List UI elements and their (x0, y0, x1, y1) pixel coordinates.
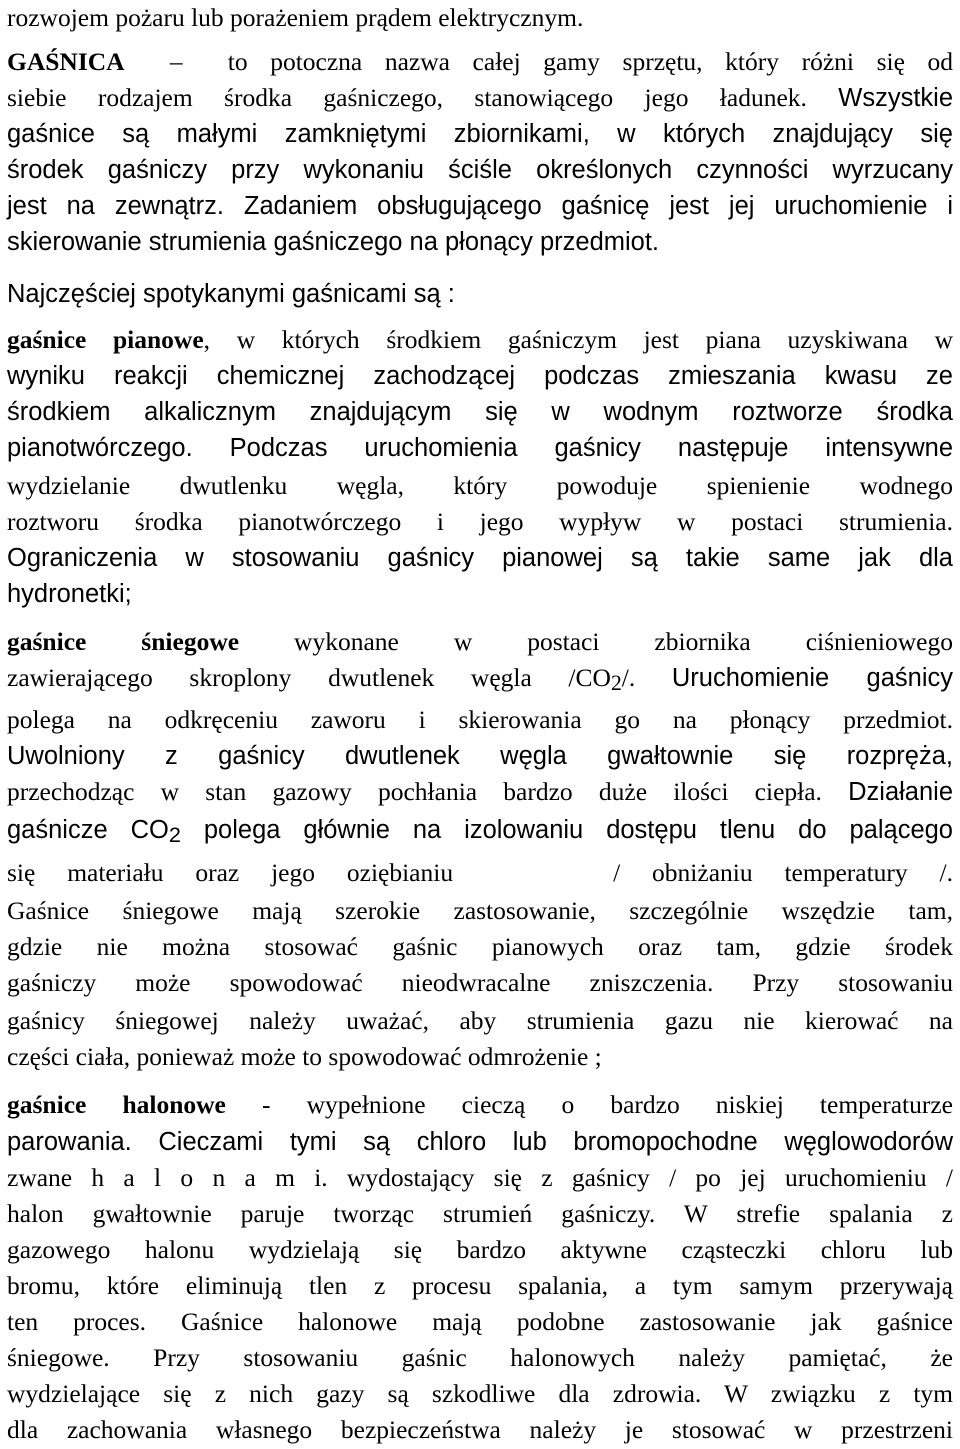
text-span: Wszystkie (838, 84, 954, 112)
text-line (7, 116, 953, 152)
text-line (7, 702, 953, 738)
text-span: halon gwałtownie paruje tworząc strumień gaśniczy. W strefie spalania z (7, 1199, 953, 1228)
text-span: hydronetki; (7, 580, 132, 608)
text-line (7, 1160, 953, 1196)
text-line (7, 1304, 953, 1340)
text-span: parowania. Cieczami tymi są chloro lub bromopochodne węglowodorów (7, 1128, 953, 1156)
text-line (7, 188, 953, 224)
text-span: wydzielające się z nich gazy są szkodliwe dla zdrowia. W związku z tym (7, 1379, 953, 1408)
text-span: części ciała, ponieważ może to spowodować odmrożenie ; (7, 1042, 602, 1071)
text-line (7, 1003, 953, 1039)
text-span: polega na odkręceniu zaworu i skierowania go na płonący przedmiot. (7, 705, 953, 734)
text-line (7, 44, 953, 80)
text-line (7, 812, 953, 848)
text-span: gdzie nie można stosować gaśnic pianowych oraz tam, gdzie środek (7, 932, 953, 961)
text-span: środkiem alkalicznym znajdującym się w wodnym roztworze środka (7, 398, 953, 426)
text-span: jest na zewnątrz. Zadaniem obsługującego gaśnicę jest jej uruchomienie i (7, 192, 953, 220)
text-span: się materiału oraz jego oziębianiu (7, 858, 454, 887)
text-line (7, 965, 953, 1001)
text-span: Działanie (848, 778, 954, 806)
text-line (7, 660, 953, 696)
text-span: gaśnice są małymi zamkniętymi zbiornikami, w których znajdujący się (7, 120, 953, 148)
text-span: / obniżaniu temperatury /. (613, 858, 953, 887)
text-line (7, 855, 953, 891)
text-line (7, 624, 953, 660)
term-gasnice-sniegowe: gaśnice śniegowe (7, 627, 240, 656)
text-line (7, 504, 953, 540)
text-span: skierowanie strumienia gaśniczego na płonący przedmiot. (7, 228, 660, 256)
text-span: śniegowe. Przy stosowaniu gaśnic halonowych należy pamiętać, że (7, 1343, 953, 1372)
text-line (7, 152, 953, 188)
text-span: środek gaśniczy przy wykonaniu ściśle określonych czynności wyrzucany (7, 156, 953, 184)
text-span: wydzielanie dwutlenku węgla, który powoduje spienienie wodnego (7, 471, 953, 500)
text-span: wykonane w postaci zbiornika ciśnieniowego (239, 627, 953, 656)
text-span: /. (621, 663, 636, 692)
term-gasnice-halonowe: gaśnice halonowe (7, 1090, 226, 1119)
text-span: Podczas uruchomienia gaśnicy następuje intensywne (229, 434, 954, 462)
text-line (7, 738, 953, 774)
text-span: Uruchomienie gaśnicy (671, 664, 954, 692)
text-span: zawierającego skroplony dwutlenek węgla /CO (7, 663, 611, 692)
text-line (7, 80, 953, 116)
text-span: Gaśnice śniegowe mają szerokie zastosowanie, szczególnie wszędzie tam, (7, 896, 953, 925)
text-line (7, 576, 953, 612)
text-line (7, 774, 953, 810)
text-span: Najczęściej spotykanymi gaśnicami są : (7, 280, 455, 308)
text-span: Ograniczenia w stosowaniu gaśnicy pianowej są takie same jak dla (7, 544, 953, 572)
text-span: gazowego halonu wydzielają się bardzo aktywne cząsteczki chloru lub (7, 1235, 953, 1264)
subscript: 2 (610, 670, 622, 695)
text-line (7, 1340, 953, 1376)
text-line (7, 224, 953, 260)
text-span: gaśnicze CO (7, 816, 169, 844)
text-span: gaśniczy może spowodować nieodwracalne zniszczenia. Przy stosowaniu (7, 968, 953, 997)
text-span: , w których środkiem gaśniczym jest piana uzyskiwana w (203, 325, 953, 354)
text-span: zwane h a l o n a m i. wydostający się z gaśnicy / po jej uruchomieniu / (7, 1163, 953, 1192)
text-span: to potoczna nazwa całej gamy sprzętu, który różni się od (227, 47, 953, 76)
text-line (7, 1412, 953, 1448)
text-line (7, 1268, 953, 1304)
text-line (7, 322, 953, 358)
text-line (7, 893, 953, 929)
text-line (7, 1376, 953, 1412)
text-span: pianotwórczego. (7, 434, 193, 462)
text-line (7, 1196, 953, 1232)
text-span: bromu, które eliminują tlen z procesu spalania, a tym samym przerywają (7, 1271, 953, 1300)
text-line (7, 0, 953, 36)
text-span: ten proces. Gaśnice halonowe mają podobne zastosowanie jak gaśnice (7, 1307, 953, 1336)
text-span: dla zachowania własnego bezpieczeństwa należy je stosować w przestrzeni (7, 1415, 953, 1444)
text-line (7, 394, 953, 430)
text-span: rozwojem pożaru lub porażeniem prądem elektrycznym. (7, 3, 584, 32)
text-line (7, 540, 953, 576)
text-span: przechodząc w stan gazowy pochłania bardzo duże ilości ciepła. (7, 777, 822, 806)
text-span: roztworu środka pianotwórczego i jego wypływ w postaci strumienia. (7, 507, 953, 536)
text-line (7, 1039, 953, 1075)
text-span: polega głównie na izolowaniu dostępu tlenu do palącego (180, 816, 953, 844)
text-line (7, 276, 953, 312)
text-line (7, 468, 953, 504)
subscript: 2 (168, 821, 181, 847)
text-span: gaśnicy śniegowej należy uważać, aby strumienia gazu nie kierować na (7, 1006, 953, 1035)
term-gasnica: GAŚNICA (7, 47, 125, 76)
text-span: Uwolniony z gaśnicy dwutlenek węgla gwałtownie się rozpręża, (7, 742, 953, 770)
text-span: - wypełnione cieczą o bardzo niskiej temperaturze (225, 1090, 953, 1119)
text-span: wyniku reakcji chemicznej zachodzącej podczas zmieszania kwasu ze (7, 362, 953, 390)
text-line (7, 358, 953, 394)
text-line (7, 1124, 953, 1160)
text-span: siebie rodzajem środka gaśniczego, stanowiącego jego ładunek. (7, 83, 807, 112)
term-gasnice-pianowe: gaśnice pianowe (7, 325, 204, 354)
dash: – (169, 47, 183, 76)
text-line (7, 1232, 953, 1268)
text-line (7, 929, 953, 965)
text-line (7, 430, 953, 466)
text-line (7, 1087, 953, 1123)
